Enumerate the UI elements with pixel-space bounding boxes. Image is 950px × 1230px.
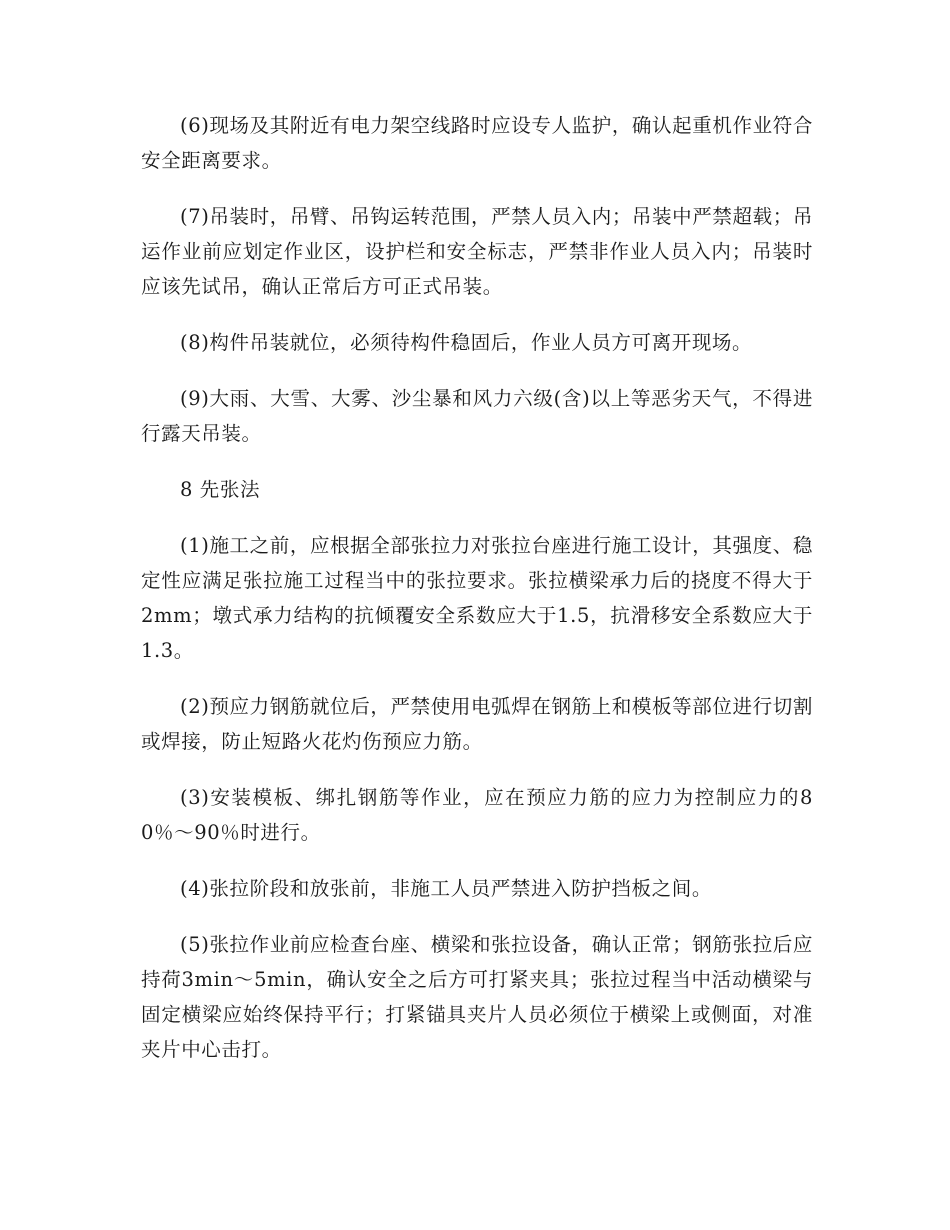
section-paragraph-1: (1)施工之前，应根据全部张拉力对张拉台座进行施工设计，其强度、稳定性应满足张拉施工过程当中的张拉要求。张拉横梁承力后的挠度不得大于2mm；墩式承力结构的抗倾覆安全系数应大于1.5，抗滑移安全系数应大于1.3。	[141, 534, 813, 662]
section-paragraph-5: (5)张拉作业前应检查台座、横梁和张拉设备，确认正常；钢筋张拉后应持荷3min～5min，确认安全之后方可打紧夹具；张拉过程当中活动横梁与固定横梁应始终保持平行；打紧锚具夹片人员必须位于横梁上或侧面，对准夹片中心击打。	[141, 933, 813, 1061]
paragraph-item-7: (7)吊装时，吊臂、吊钩运转范围，严禁人员入内；吊装中严禁超载；吊运作业前应划定作业区，设护栏和安全标志，严禁非作业人员入内；吊装时应该先试吊，确认正常后方可正式吊装。	[141, 205, 813, 298]
paragraph-item-6: (6)现场及其附近有电力架空线路时应设专人监护，确认起重机作业符合安全距离要求。	[141, 114, 813, 172]
paragraph-item-9: (9)大雨、大雪、大雾、沙尘暴和风力六级(含)以上等恶劣天气，不得进行露天吊装。	[141, 387, 813, 445]
section-paragraph-4: (4)张拉阶段和放张前，非施工人员严禁进入防护挡板之间。	[180, 877, 712, 900]
section-heading: 8 先张法	[180, 478, 261, 501]
document-body	[141, 108, 813, 1067]
section-paragraph-2: (2)预应力钢筋就位后，严禁使用电弧焊在钢筋上和模板等部位进行切割或焊接，防止短路火花灼伤预应力筋。	[141, 695, 813, 753]
section-paragraph-3: (3)安装模板、绑扎钢筋等作业，应在预应力筋的应力为控制应力的80％～90％时进行。	[141, 786, 813, 844]
paragraph-item-8: (8)构件吊装就位，必须待构件稳固后，作业人员方可离开现场。	[180, 331, 753, 354]
